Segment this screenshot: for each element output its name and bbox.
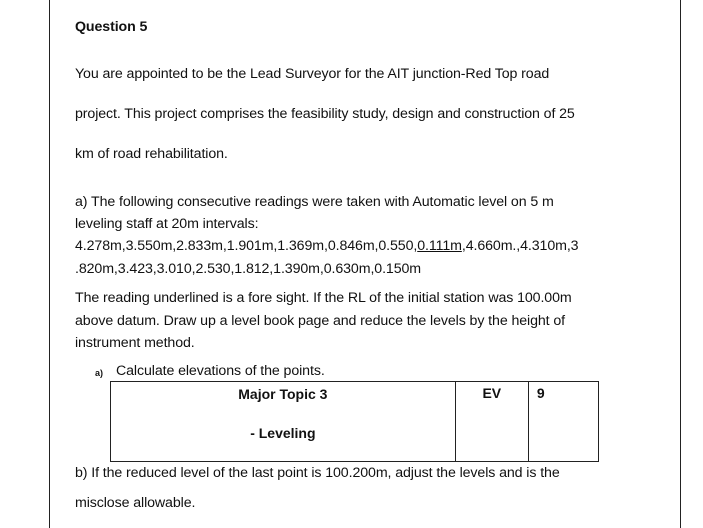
part-b-line-2: misclose allowable. bbox=[75, 495, 196, 511]
readings-line-1 bbox=[75, 238, 578, 254]
part-a-line-1: a) The following consecutive readings were taken with Automatic level on 5 m bbox=[75, 194, 554, 210]
readings-after: ,4.660m.,4.310m,3 bbox=[461, 238, 579, 254]
topic-cell bbox=[111, 382, 456, 462]
sub-topic: - Leveling bbox=[250, 425, 316, 441]
part-a-line-2: leveling staff at 20m intervals: bbox=[75, 216, 259, 232]
sub-label: a) bbox=[95, 368, 104, 378]
part-b-line-1: b) If the reduced level of the last point is 100.200m, adjust the levels and is the bbox=[75, 465, 560, 481]
major-topic: Major Topic 3 bbox=[238, 386, 328, 402]
readings-before: 4.278m,3.550m,2.833m,1.901m,1.369m,0.846m,0.550, bbox=[75, 238, 418, 254]
instruction-line-1: The reading underlined is a fore sight. If the RL of the initial station was 100.00m bbox=[75, 290, 572, 306]
question-title: Question 5 bbox=[75, 19, 148, 35]
topic-table bbox=[110, 381, 599, 462]
sub-question: Calculate elevations of the points. bbox=[116, 363, 325, 379]
intro-line-1: You are appointed to be the Lead Surveyor for the AIT junction-Red Top road bbox=[75, 66, 550, 82]
instruction-line-3: instrument method. bbox=[75, 335, 195, 351]
intro-line-3: km of road rehabilitation. bbox=[75, 146, 228, 162]
underlined-reading: 0.111m bbox=[417, 238, 462, 254]
readings-line-2: .820m,3.423,3.010,2.530,1.812,1.390m,0.630m,0.150m bbox=[75, 261, 422, 277]
instruction-line-2: above datum. Draw up a level book page and reduce the levels by the height of bbox=[75, 313, 565, 329]
topic-marks: 9 bbox=[528, 382, 598, 462]
intro-line-2: project. This project comprises the feasibility study, design and construction of 25 bbox=[75, 106, 575, 122]
topic-code: EV bbox=[455, 382, 528, 462]
